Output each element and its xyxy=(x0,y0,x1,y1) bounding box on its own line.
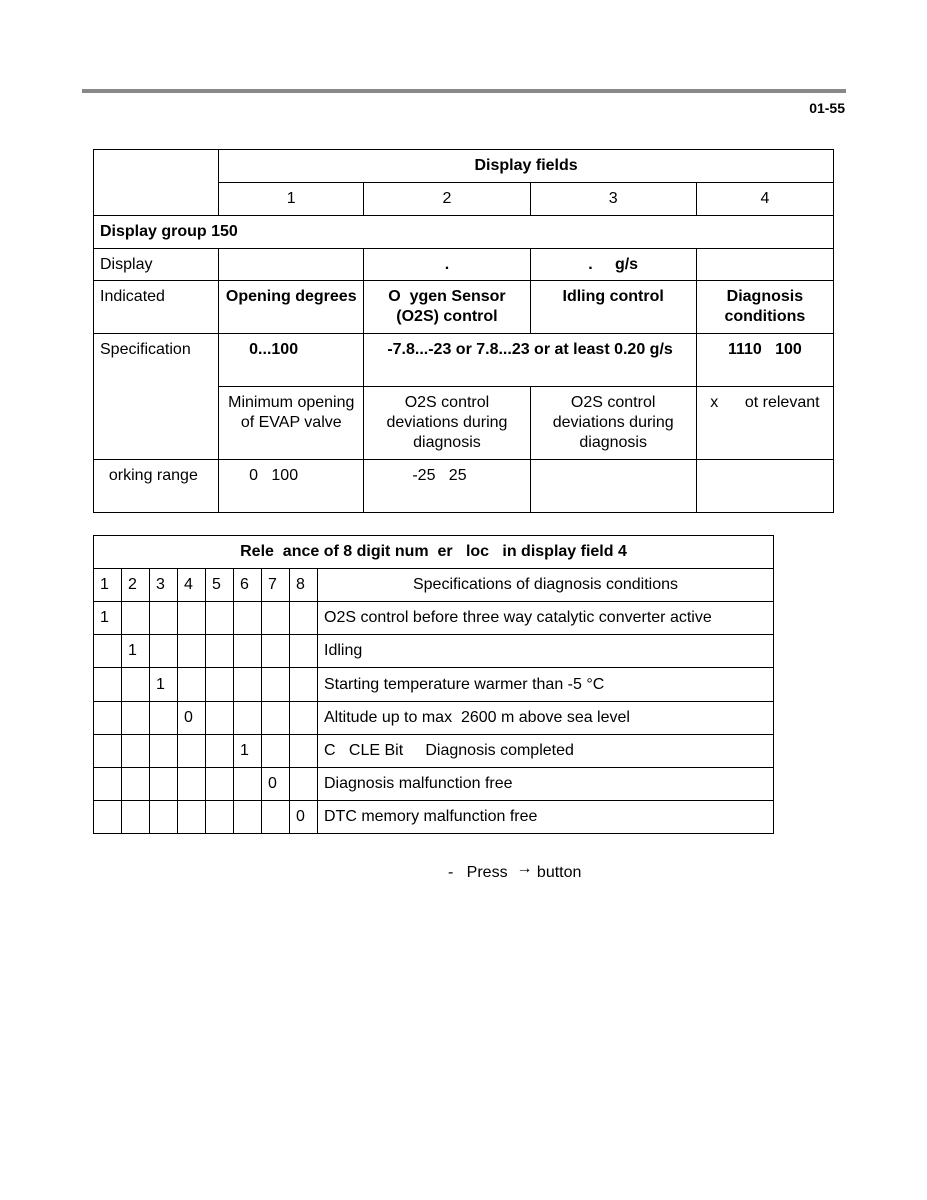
digit-header-5: 5 xyxy=(206,569,234,602)
table-row xyxy=(94,668,774,702)
table-row xyxy=(94,635,774,668)
specification-row-label: Specification xyxy=(94,334,219,460)
instruction-press: Press xyxy=(466,864,508,881)
specification-field-1: 0...100 xyxy=(219,334,364,387)
specification-field-2-3: -7.8...-23 or 7.8...23 or at least 0.20 g/s xyxy=(364,334,696,387)
working-range-field-2: -25 25 xyxy=(364,460,530,513)
display-group-table xyxy=(93,149,834,513)
field-3-header: 3 xyxy=(530,183,696,216)
working-range-field-3 xyxy=(530,460,696,513)
indicated-field-2: O ygen Sensor (O2S) control xyxy=(364,281,530,334)
working-range-label: orking range xyxy=(94,460,219,513)
table-row xyxy=(94,602,774,635)
condition-text: DTC memory malfunction free xyxy=(318,801,774,834)
digit-value: 1 xyxy=(234,735,262,768)
spec-header: Specifications of diagnosis conditions xyxy=(318,569,774,602)
working-range-field-4 xyxy=(696,460,833,513)
display-row-label: Display xyxy=(94,249,219,281)
digit-header-4: 4 xyxy=(178,569,206,602)
table-row xyxy=(94,768,774,801)
note-field-2: O2S control deviations during diagnosis xyxy=(364,387,530,460)
digit-header-7: 7 xyxy=(262,569,290,602)
display-field-2: . xyxy=(364,249,530,281)
display-fields-header: Display fields xyxy=(219,150,834,183)
instruction-line xyxy=(448,860,582,882)
note-field-3: O2S control deviations during diagnosis xyxy=(530,387,696,460)
display-field-3: . g/s xyxy=(530,249,696,281)
field-1-header: 1 xyxy=(219,183,364,216)
header-rule xyxy=(82,89,846,93)
condition-text: C CLE Bit Diagnosis completed xyxy=(318,735,774,768)
relevance-title: Rele ance of 8 digit num er loc in display field 4 xyxy=(94,536,774,569)
display-field-1 xyxy=(219,249,364,281)
table-row xyxy=(94,801,774,834)
note-field-4: x ot relevant xyxy=(696,387,833,460)
digit-value: 1 xyxy=(94,602,122,635)
specification-field-4: 1110 100 xyxy=(696,334,833,387)
condition-text: O2S control before three way catalytic converter active xyxy=(318,602,774,635)
page-number: 01-55 xyxy=(809,100,845,116)
note-field-1: Minimum opening of EVAP valve xyxy=(219,387,364,460)
digit-header-1: 1 xyxy=(94,569,122,602)
digit-header-2: 2 xyxy=(122,569,150,602)
field-4-header: 4 xyxy=(696,183,833,216)
indicated-field-4: Diagnosis conditions xyxy=(696,281,833,334)
table-row xyxy=(94,735,774,768)
digit-value: 0 xyxy=(262,768,290,801)
display-field-4 xyxy=(696,249,833,281)
group-title: Display group 150 xyxy=(94,216,834,249)
digit-header-3: 3 xyxy=(150,569,178,602)
digit-value: 1 xyxy=(122,635,150,668)
corner-cell xyxy=(94,150,219,216)
instruction-dash: - xyxy=(448,864,454,881)
indicated-row-label: Indicated xyxy=(94,281,219,334)
arrow-right-icon: → xyxy=(516,860,533,877)
condition-text: Idling xyxy=(318,635,774,668)
relevance-table xyxy=(93,535,774,834)
digit-header-6: 6 xyxy=(234,569,262,602)
working-range-field-1: 0 100 xyxy=(219,460,364,513)
condition-text: Altitude up to max 2600 m above sea level xyxy=(318,702,774,735)
field-2-header: 2 xyxy=(364,183,530,216)
digit-value: 0 xyxy=(178,702,206,735)
digit-header-8: 8 xyxy=(290,569,318,602)
indicated-field-1: Opening degrees xyxy=(219,281,364,334)
condition-text: Starting temperature warmer than -5 °C xyxy=(318,668,774,702)
condition-text: Diagnosis malfunction free xyxy=(318,768,774,801)
table-row xyxy=(94,702,774,735)
instruction-button: button xyxy=(536,864,582,881)
digit-value: 0 xyxy=(290,801,318,834)
indicated-field-3: Idling control xyxy=(530,281,696,334)
digit-value: 1 xyxy=(150,668,178,702)
